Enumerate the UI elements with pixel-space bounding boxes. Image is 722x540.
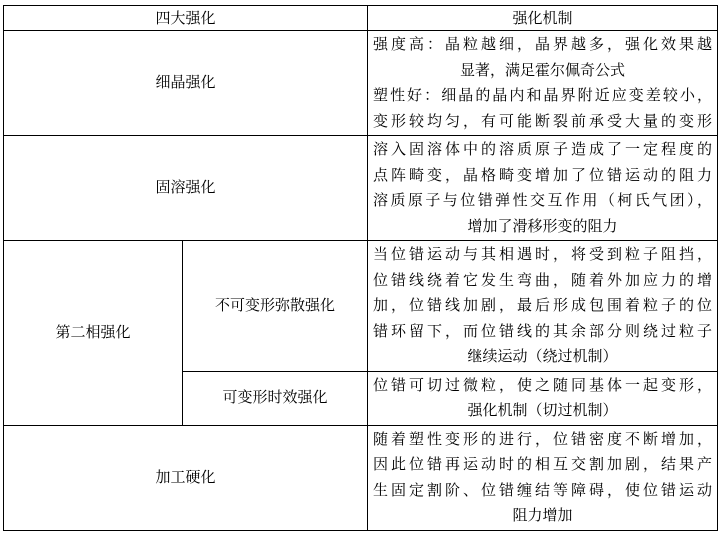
mechanism-line: 显著，满足霍尔佩奇公式: [460, 60, 626, 79]
mechanism-line: 点阵畸变，晶格畸变增加了位错运动的阻力: [373, 165, 713, 184]
table-row: [4, 31, 718, 136]
mechanism-line: 强度高：晶粒越细，晶界越多，强化效果越: [373, 35, 713, 53]
mechanism-line: 因此位错再运动时的相互交割加剧，结果产: [373, 455, 713, 473]
table-row: [4, 425, 718, 530]
strengthening-table: [3, 5, 718, 531]
mechanism-line: 随着塑性变形的进行，位错密度不断增加，: [373, 429, 713, 448]
mechanism-cell: [368, 425, 718, 530]
mechanism-line: 当位错运动与其相遇时，将受到粒子阻挡，: [373, 245, 713, 263]
mechanism-line: 变形较均匀，有可能断裂前承受大量的变形: [373, 111, 713, 130]
subtype-cell: 不可变形弥散强化: [183, 241, 368, 372]
mechanism-cell: [368, 371, 718, 425]
mechanism-line: 位错线绕着它发生弯曲，随着外加应力的增: [373, 270, 713, 289]
mechanism-cell: [368, 241, 718, 372]
subtype-cell: 可变形时效强化: [183, 371, 368, 425]
mechanism-line: 阻力增加: [512, 506, 573, 524]
type-cell: 加工硬化: [4, 425, 368, 530]
mechanism-line: 错环留下，而位错线的其余部分则绕过粒子: [373, 321, 713, 340]
mechanism-line: 生固定割阶、位错缠结等障碍，使位错运动: [373, 480, 713, 499]
mechanism-line: 位错可切过微粒，使之随同基体一起变形，: [373, 375, 713, 394]
header-mechanism: 强化机制: [368, 6, 718, 31]
table-row: [4, 241, 718, 372]
mechanism-cell: [368, 31, 718, 136]
mechanism-cell: [368, 136, 718, 241]
header-type: 四大强化: [4, 6, 368, 31]
mechanism-line: 继续运动（绕过机制）: [467, 347, 618, 365]
mechanism-line: 增加了滑移形变的阻力: [467, 216, 618, 235]
table-row: [4, 136, 718, 241]
mechanism-line: 溶入固溶体中的溶质原子造成了一定程度的: [373, 140, 713, 158]
mechanism-line: 加，位错线加剧，最后形成包围着粒子的位: [373, 296, 713, 314]
mechanism-line: 塑性好：细晶的晶内和晶界附近应变差较小，: [373, 86, 713, 104]
type-cell: 第二相强化: [4, 241, 183, 426]
table-header-row: [4, 6, 718, 31]
mechanism-line: 强化机制（切过机制）: [467, 401, 618, 419]
type-cell: 固溶强化: [4, 136, 368, 241]
mechanism-line: 溶质原子与位错弹性交互作用（柯氏气团），: [373, 191, 713, 209]
strengthening-table-container: [3, 5, 717, 531]
type-cell: 细晶强化: [4, 31, 368, 136]
